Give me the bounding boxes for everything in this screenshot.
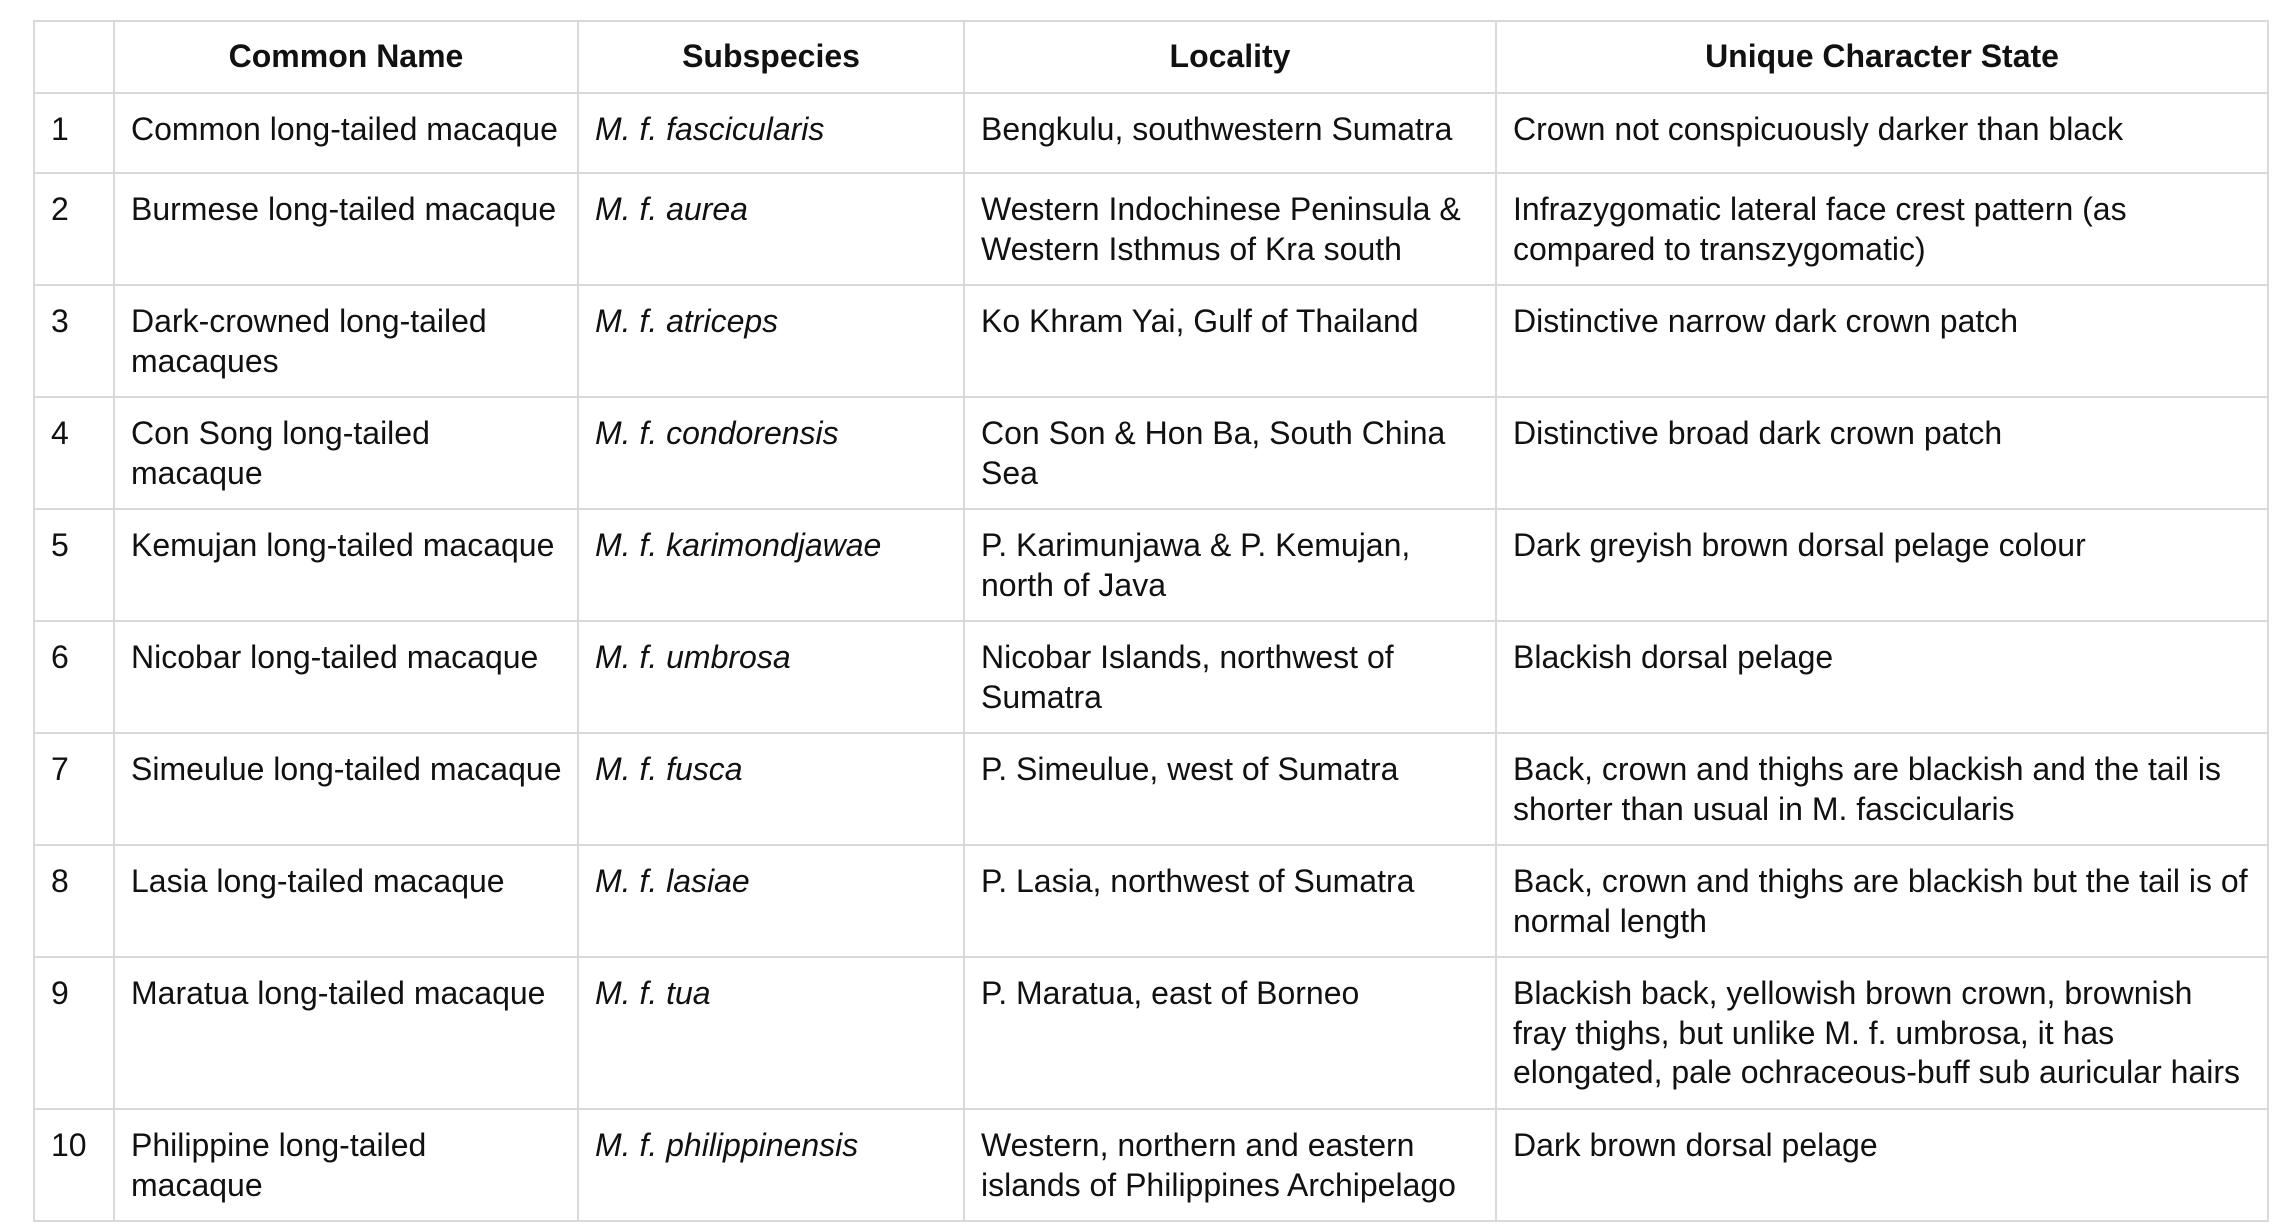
locality-cell: Bengkulu, southwestern Sumatra [964, 93, 1496, 173]
table-row [34, 509, 2268, 621]
subspecies-cell: M. f. condorensis [578, 397, 964, 509]
locality-cell: Western, northern and eastern islands of Philippines Archipelago [964, 1109, 1496, 1221]
subspecies-cell: M. f. umbrosa [578, 621, 964, 733]
header-unique-character-state: Unique Character State [1496, 21, 2268, 93]
common-name-cell: Kemujan long-tailed macaque [114, 509, 578, 621]
subspecies-cell: M. f. atriceps [578, 285, 964, 397]
header-locality: Locality [964, 21, 1496, 93]
row-number: 1 [34, 93, 114, 173]
unique-character-cell: Back, crown and thighs are blackish and the tail is shorter than usual in M. fascicularis [1496, 733, 2268, 845]
unique-character-cell: Distinctive narrow dark crown patch [1496, 285, 2268, 397]
common-name-cell: Con Song long-tailed macaque [114, 397, 578, 509]
locality-cell: P. Karimunjawa & P. Kemujan, north of Java [964, 509, 1496, 621]
subspecies-cell: M. f. fascicularis [578, 93, 964, 173]
row-number: 6 [34, 621, 114, 733]
header-subspecies: Subspecies [578, 21, 964, 93]
table-row [34, 621, 2268, 733]
unique-character-cell: Crown not conspicuously darker than black [1496, 93, 2268, 173]
locality-cell: P. Simeulue, west of Sumatra [964, 733, 1496, 845]
common-name-cell: Burmese long-tailed macaque [114, 173, 578, 285]
row-number: 8 [34, 845, 114, 957]
unique-character-cell: Blackish back, yellowish brown crown, brownish fray thighs, but unlike M. f. umbrosa, it has elongated, pale ochraceous-buff sub auricular hairs [1496, 957, 2268, 1109]
subspecies-cell: M. f. philippinensis [578, 1109, 964, 1221]
row-number: 7 [34, 733, 114, 845]
common-name-cell: Dark-crowned long-tailed macaques [114, 285, 578, 397]
unique-character-cell: Infrazygomatic lateral face crest pattern (as compared to transzygomatic) [1496, 173, 2268, 285]
row-number: 3 [34, 285, 114, 397]
common-name-cell: Philippine long-tailed macaque [114, 1109, 578, 1221]
table-header-row [34, 21, 2268, 93]
locality-cell: Con Son & Hon Ba, South China Sea [964, 397, 1496, 509]
header-common-name: Common Name [114, 21, 578, 93]
header-number [34, 21, 114, 93]
subspecies-cell: M. f. tua [578, 957, 964, 1109]
table-row [34, 173, 2268, 285]
common-name-cell: Nicobar long-tailed macaque [114, 621, 578, 733]
row-number: 2 [34, 173, 114, 285]
table-row [34, 957, 2268, 1109]
subspecies-cell: M. f. karimondjawae [578, 509, 964, 621]
locality-cell: P. Maratua, east of Borneo [964, 957, 1496, 1109]
table-row [34, 93, 2268, 173]
locality-cell: P. Lasia, northwest of Sumatra [964, 845, 1496, 957]
subspecies-table [33, 20, 2269, 1222]
unique-character-cell: Blackish dorsal pelage [1496, 621, 2268, 733]
table-row [34, 845, 2268, 957]
locality-cell: Western Indochinese Peninsula & Western Isthmus of Kra south [964, 173, 1496, 285]
row-number: 5 [34, 509, 114, 621]
table-row [34, 733, 2268, 845]
unique-character-cell: Dark brown dorsal pelage [1496, 1109, 2268, 1221]
common-name-cell: Maratua long-tailed macaque [114, 957, 578, 1109]
locality-cell: Nicobar Islands, northwest of Sumatra [964, 621, 1496, 733]
locality-cell: Ko Khram Yai, Gulf of Thailand [964, 285, 1496, 397]
table-row [34, 285, 2268, 397]
row-number: 9 [34, 957, 114, 1109]
common-name-cell: Lasia long-tailed macaque [114, 845, 578, 957]
subspecies-cell: M. f. fusca [578, 733, 964, 845]
unique-character-cell: Distinctive broad dark crown patch [1496, 397, 2268, 509]
row-number: 10 [34, 1109, 114, 1221]
table-row [34, 397, 2268, 509]
unique-character-cell: Dark greyish brown dorsal pelage colour [1496, 509, 2268, 621]
unique-character-cell: Back, crown and thighs are blackish but the tail is of normal length [1496, 845, 2268, 957]
table-row [34, 1109, 2268, 1221]
common-name-cell: Common long-tailed macaque [114, 93, 578, 173]
common-name-cell: Simeulue long-tailed macaque [114, 733, 578, 845]
row-number: 4 [34, 397, 114, 509]
subspecies-cell: M. f. lasiae [578, 845, 964, 957]
subspecies-cell: M. f. aurea [578, 173, 964, 285]
